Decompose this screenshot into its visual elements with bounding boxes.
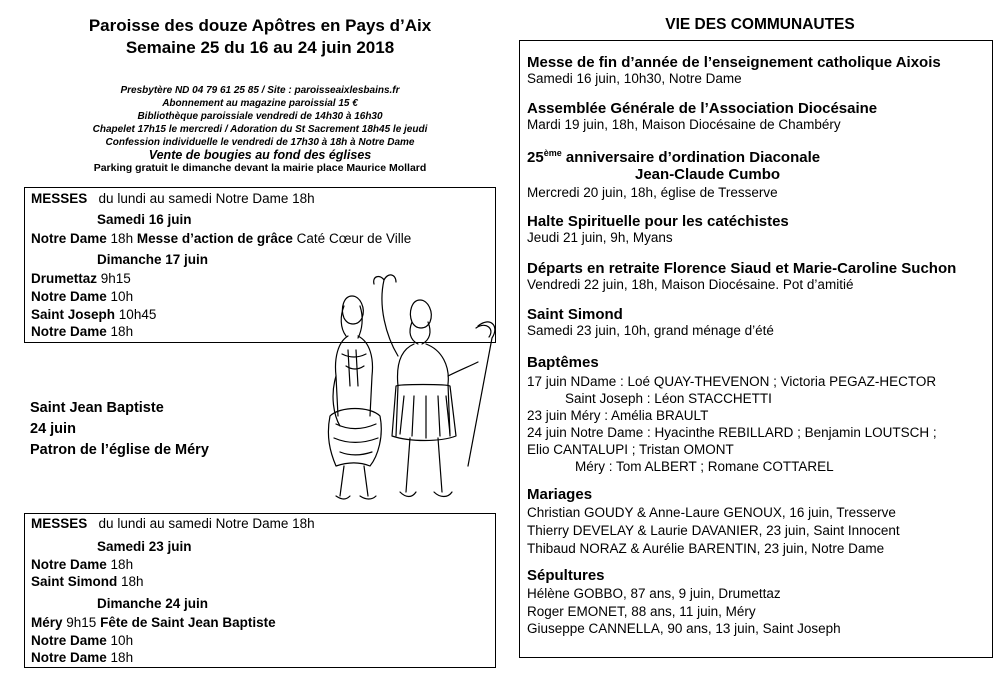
event-assemblee-generale <box>527 100 877 132</box>
event-title-name: Jean-Claude Cumbo <box>635 166 781 183</box>
week-title: Semaine 25 du 16 au 24 juin 2018 <box>125 38 395 57</box>
bapteme-line: Elio CANTALUPI ; Tristan OMONT <box>527 442 734 457</box>
event-title: Halte Spirituelle pour les catéchistes <box>527 213 789 230</box>
event-messe-fin-annee <box>527 54 941 86</box>
mass-row: Notre Dame 10h <box>31 633 134 648</box>
mariage-line: Christian GOUDY & Anne-Laure GENOUX, 16 juin, Tresserve <box>527 505 896 520</box>
info-line-parking: Parking gratuit le dimanche devant la mairie place Maurice Mollard <box>93 162 427 174</box>
info-line-bougies: Vente de bougies au fond des églises <box>148 148 372 162</box>
day-heading: Dimanche 24 juin <box>97 596 209 611</box>
info-line-abonnement: Abonnement au magazine paroissial 15 € <box>162 98 358 109</box>
bapteme-line: Saint Joseph : Léon STACCHETTI <box>565 391 772 406</box>
mariage-line: Thierry DEVELAY & Laurie DAVANIER, 23 juin, Saint Innocent <box>527 523 900 538</box>
event-details: Mardi 19 juin, 18h, Maison Diocésaine de Chambéry <box>527 117 841 132</box>
community-box <box>519 40 993 658</box>
event-title: 25ème anniversaire d’ordination Diaconale <box>527 148 821 166</box>
baptism-illustration <box>300 266 510 506</box>
sepulture-line: Hélène GOBBO, 87 ans, 9 juin, Drumettaz <box>527 586 781 601</box>
mass-row: Saint Simond 18h <box>31 574 144 589</box>
mass-row: Saint Joseph 10h45 <box>31 307 157 322</box>
event-anniversaire-diaconale <box>527 148 820 200</box>
event-halte-spirituelle <box>527 213 789 245</box>
info-line-chapelet: Chapelet 17h15 le mercredi / Adoration du St Sacrement 18h45 le jeudi <box>92 124 428 135</box>
day-heading: Dimanche 17 juin <box>97 252 209 267</box>
mass-row: Notre Dame 18h <box>31 557 134 572</box>
mass-row: Méry 9h15 Fête de Saint Jean Baptiste <box>31 615 276 630</box>
mass-row: Notre Dame 10h <box>31 289 134 304</box>
day-heading: Samedi 16 juin <box>97 212 192 227</box>
mass-row: Notre Dame 18h Messe d’action de grâce Caté Cœur de Ville <box>31 231 412 246</box>
bapteme-line: 17 juin NDame : Loé QUAY-THEVENON ; Victoria PEGAZ-HECTOR <box>527 374 937 389</box>
event-details: Jeudi 21 juin, 9h, Myans <box>527 230 673 245</box>
event-title: Saint Simond <box>527 306 623 323</box>
bapteme-line: Méry : Tom ALBERT ; Romane COTTAREL <box>575 459 834 474</box>
mass-row: Notre Dame 18h <box>31 650 134 665</box>
info-line-bibliotheque: Bibliothèque paroissiale vendredi de 14h30 à 16h30 <box>137 111 383 122</box>
patron-name: Saint Jean Baptiste <box>30 400 164 416</box>
messes-box-week2 <box>24 513 496 668</box>
event-title: Départs en retraite Florence Siaud et Marie-Caroline Suchon <box>527 260 957 277</box>
mass-row: Drumettaz 9h15 <box>31 271 131 286</box>
sepulture-line: Giuseppe CANNELLA, 90 ans, 13 juin, Saint Joseph <box>527 621 841 636</box>
mass-row: Notre Dame 18h <box>31 324 134 339</box>
day-heading: Samedi 23 juin <box>97 539 192 554</box>
mariage-line: Thibaud NORAZ & Aurélie BARENTIN, 23 juin, Notre Dame <box>527 541 885 556</box>
patron-date: 24 juin <box>30 421 76 437</box>
messes-header: MESSES du lundi au samedi Notre Dame 18h <box>31 516 315 531</box>
event-details: Vendredi 22 juin, 18h, Maison Diocésaine. Pot d’amitié <box>527 277 854 292</box>
event-details: Samedi 16 juin, 10h30, Notre Dame <box>527 71 742 86</box>
parish-info <box>40 84 480 175</box>
baptemes-heading: Baptêmes <box>527 354 599 371</box>
event-departs-retraite <box>527 260 956 292</box>
bapteme-line: 23 juin Méry : Amélia BRAULT <box>527 408 709 423</box>
event-details: Mercredi 20 juin, 18h, église de Tresserve <box>527 185 778 200</box>
event-details: Samedi 23 juin, 10h, grand ménage d’été <box>527 323 774 338</box>
parish-title: Paroisse des douze Apôtres en Pays d’Aix <box>88 16 432 35</box>
event-saint-simond <box>527 306 774 338</box>
event-title: Assemblée Générale de l’Association Diocésaine <box>527 100 878 117</box>
messes-header: MESSES du lundi au samedi Notre Dame 18h <box>31 191 315 206</box>
info-line-presbytere: Presbytère ND 04 79 61 25 85 / Site : paroisseaixlesbains.fr <box>120 85 400 96</box>
patron-saint-note <box>30 398 209 461</box>
patron-church: Patron de l’église de Méry <box>30 442 209 458</box>
mariages-heading: Mariages <box>527 486 593 503</box>
bapteme-line: 24 juin Notre Dame : Hyacinthe REBILLARD ; Benjamin LOUTSCH ; <box>527 425 937 440</box>
sepultures-heading: Sépultures <box>527 567 605 584</box>
sepulture-line: Roger EMONET, 88 ans, 11 juin, Méry <box>527 604 756 619</box>
info-line-confession: Confession individuelle le vendredi de 17h30 à 18h à Notre Dame <box>105 137 415 148</box>
event-title: Messe de fin d’année de l’enseignement catholique Aixois <box>527 54 941 71</box>
community-section-title: VIE DES COMMUNAUTES <box>665 16 855 33</box>
